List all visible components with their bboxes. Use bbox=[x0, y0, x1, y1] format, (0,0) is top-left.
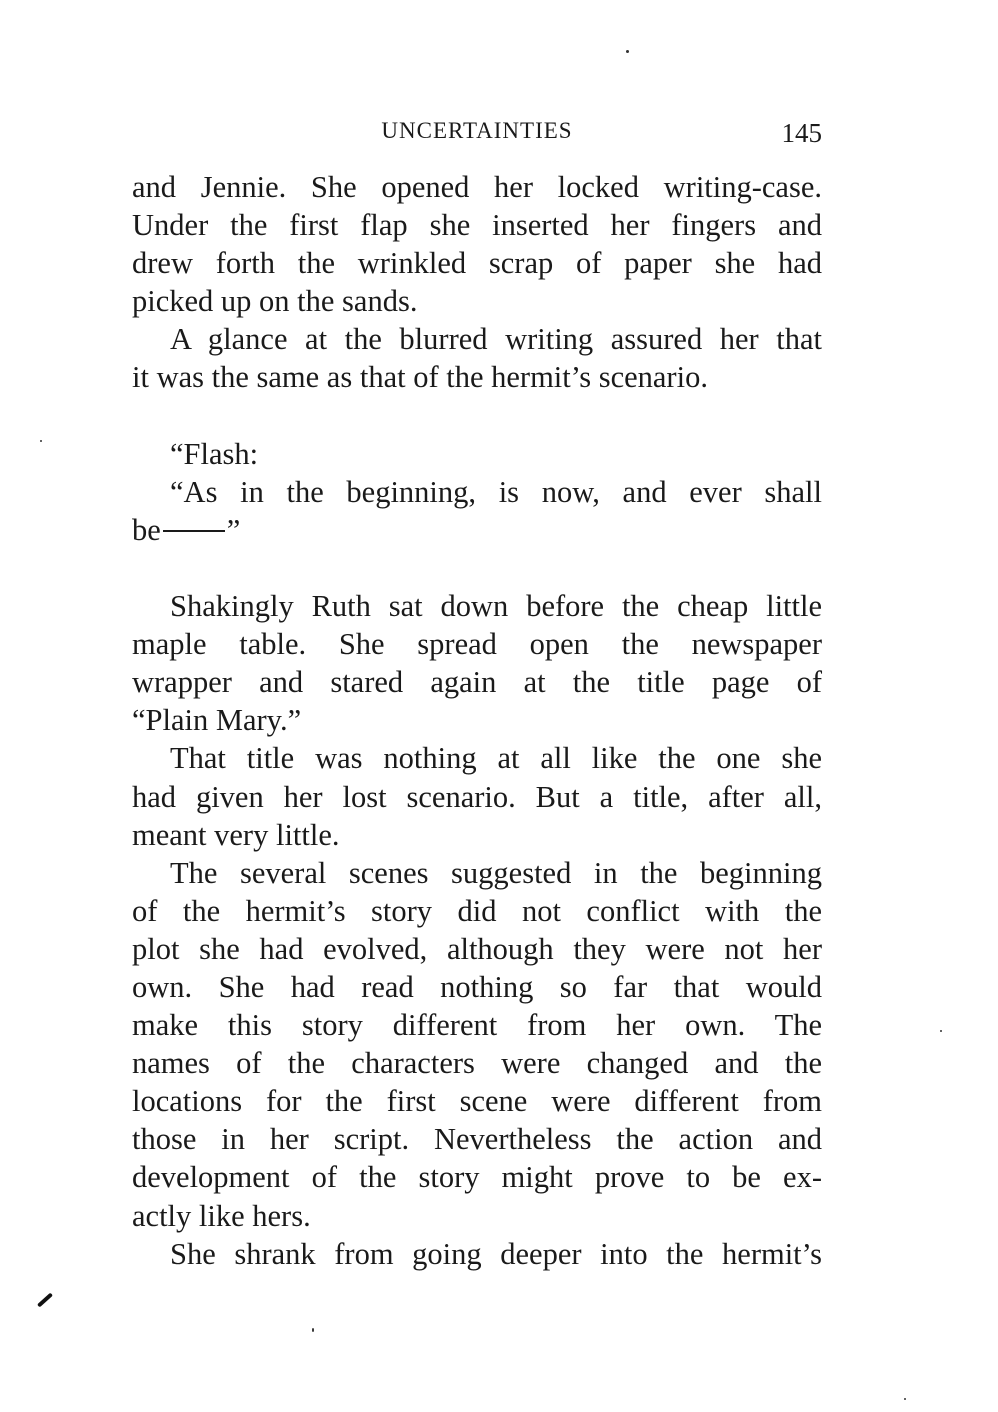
text-line: “Flash: bbox=[170, 436, 259, 471]
text-line bbox=[132, 511, 822, 549]
ink-speck bbox=[904, 1398, 906, 1400]
text-line: Under the first flap she inserted her fingers and bbox=[132, 208, 822, 243]
running-title: UNCERTAINTIES bbox=[381, 118, 573, 143]
text-line: those in her script. Nevertheless the action and bbox=[132, 1122, 822, 1157]
text-fragment: be bbox=[132, 512, 161, 547]
text-line: maple table. She spread open the newspaper bbox=[132, 627, 822, 662]
blank-line bbox=[132, 549, 822, 587]
text-line: plot she had evolved, although they were not her bbox=[132, 931, 822, 966]
em-dash-rule bbox=[163, 530, 225, 532]
text-line: make this story different from her own. The bbox=[132, 1008, 822, 1043]
text-line: meant very little. bbox=[132, 817, 340, 852]
text-line: had given her lost scenario. But a title, after all, bbox=[132, 779, 822, 814]
page-number: 145 bbox=[781, 118, 822, 148]
text-line: A glance at the blurred writing assured her that bbox=[170, 322, 822, 357]
text-line: The several scenes suggested in the beginning bbox=[170, 855, 822, 890]
text-line: it was the same as that of the hermit’s scenario. bbox=[132, 360, 708, 395]
pen-mark bbox=[37, 1292, 53, 1307]
blank-line bbox=[132, 397, 822, 435]
text-line: That title was nothing at all like the one she bbox=[170, 741, 822, 776]
text-line: drew forth the wrinkled scrap of paper she had bbox=[132, 246, 822, 281]
text-line: wrapper and stared again at the title page of bbox=[132, 665, 822, 700]
text-line: development of the story might prove to be ex- bbox=[132, 1160, 822, 1195]
text-line: “Plain Mary.” bbox=[132, 703, 302, 738]
text-line: and Jennie. She opened her locked writing-case. bbox=[132, 170, 822, 204]
text-line: names of the characters were changed and the bbox=[132, 1046, 822, 1081]
ink-speck bbox=[940, 1030, 942, 1032]
ink-speck bbox=[312, 1328, 314, 1332]
text-line: locations for the first scene were different from bbox=[132, 1084, 822, 1119]
body-text bbox=[132, 168, 822, 1273]
text-line: picked up on the sands. bbox=[132, 284, 418, 319]
text-fragment: ” bbox=[226, 512, 241, 547]
text-line: own. She had read nothing so far that would bbox=[132, 969, 822, 1004]
text-line: Shakingly Ruth sat down before the cheap little bbox=[170, 589, 822, 624]
text-line: She shrank from going deeper into the hermit’s bbox=[170, 1236, 822, 1271]
text-line: actly like hers. bbox=[132, 1198, 311, 1233]
ink-speck bbox=[626, 50, 629, 53]
running-head bbox=[132, 112, 822, 152]
ink-speck bbox=[40, 440, 42, 442]
text-line: “As in the beginning, is now, and ever shall bbox=[170, 474, 822, 509]
text-line: of the hermit’s story did not conflict with the bbox=[132, 893, 822, 928]
